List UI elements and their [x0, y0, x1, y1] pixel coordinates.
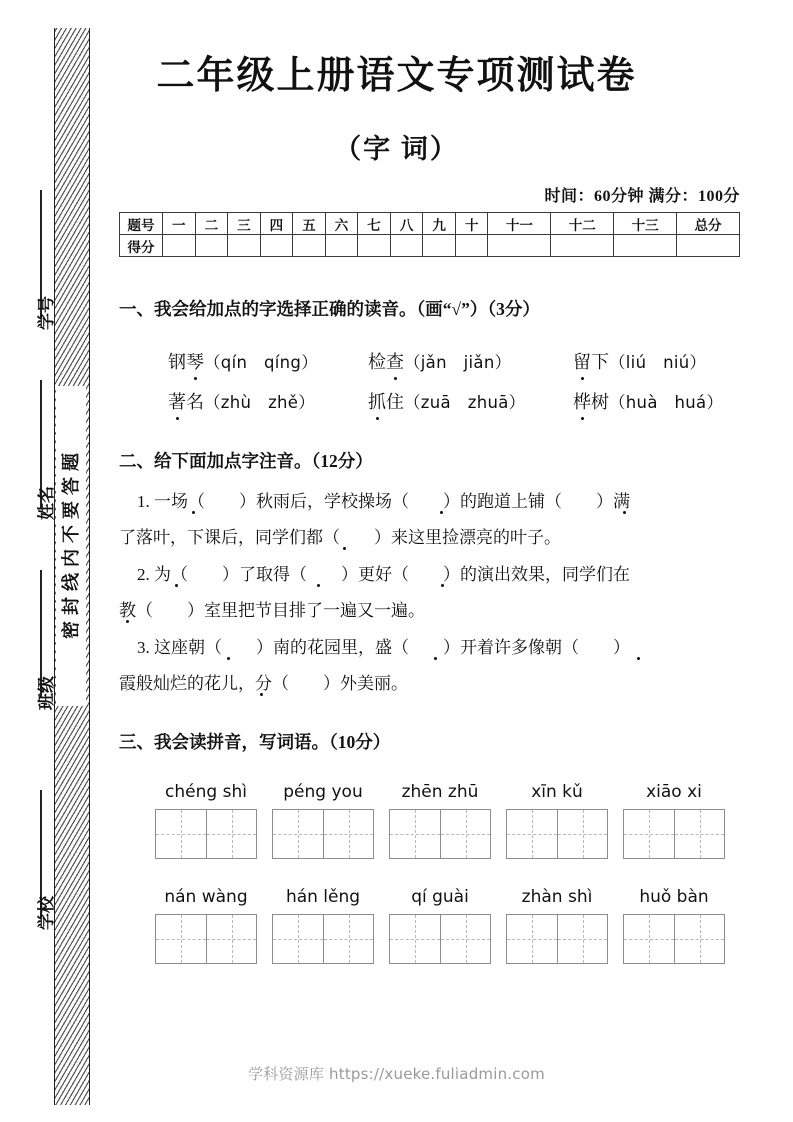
pronunciation-item[interactable] [168, 348, 368, 374]
word-dotted-char: 查 [386, 348, 404, 374]
table-cell-col-2: 二 [195, 213, 228, 235]
exam-meta: 时间：60分钟 满分：100分 [544, 188, 740, 205]
character-grid-box[interactable] [623, 914, 725, 964]
word-suffix: 住 [386, 392, 404, 412]
table-cell-col-8: 八 [390, 213, 423, 235]
dot-marker [192, 511, 195, 514]
section-3-title: 我会读拼音，写词语。 [154, 732, 329, 752]
pinyin-options[interactable]: （jǎn jiǎn） [404, 353, 512, 372]
word-dotted-char: 著 [168, 388, 186, 414]
section-3-points: （10分） [329, 732, 391, 752]
pinyin-label-1-1: chéng shì [165, 782, 247, 802]
dot-marker [637, 657, 640, 660]
score-cell-total[interactable] [677, 235, 740, 257]
pinyin-label-2-1: nán wàng [164, 887, 248, 907]
table-cell-col-7: 七 [358, 213, 391, 235]
pinyin-options[interactable]: （zuā zhuā） [404, 393, 526, 412]
dot-marker [441, 584, 444, 587]
section-1-title: 我会给加点的字选择正确的读音。 [154, 299, 417, 319]
word-dotted-char: 桦 [573, 388, 591, 414]
table-cell-col-13: 十三 [614, 213, 677, 235]
pinyin-label-2-2: hán lěng [285, 887, 361, 907]
section-1-heading [119, 296, 540, 321]
grid-cell[interactable] [323, 810, 373, 858]
pronunciation-item[interactable] [368, 348, 573, 374]
grid-cell[interactable] [624, 915, 674, 963]
score-cell-4[interactable] [260, 235, 293, 257]
table-cell-col-4: 四 [260, 213, 293, 235]
field-label-student-id: 学号 [37, 296, 56, 330]
score-cell-8[interactable] [390, 235, 423, 257]
section-2-q3-line-1[interactable]: 3. 这座朝（ ）南的花园里，盛（ ）开着许多像朝（ ） [137, 638, 630, 657]
grid-cell[interactable] [624, 810, 674, 858]
seal-binding-area [0, 0, 110, 1122]
section-2-title: 给下面加点字注音。 [154, 451, 312, 471]
grid-cell[interactable] [390, 810, 440, 858]
grid-cell[interactable] [440, 810, 490, 858]
dot-marker [260, 693, 263, 696]
pinyin-label-2-5: huǒ bàn [639, 887, 709, 907]
pinyin-label-1-5: xiāo xi [646, 782, 702, 802]
pronunciation-item[interactable] [368, 388, 573, 414]
character-grid-box[interactable] [623, 809, 725, 859]
table-row-question-numbers [120, 213, 740, 235]
character-grid-box[interactable] [272, 914, 374, 964]
table-cell-col-11: 十一 [488, 213, 551, 235]
section-1-instruction: （画“√”） [416, 299, 488, 319]
score-cell-2[interactable] [195, 235, 228, 257]
grid-cell[interactable] [507, 810, 557, 858]
character-grid-box[interactable] [155, 914, 257, 964]
character-grid-box[interactable] [155, 809, 257, 859]
table-cell-col-5: 五 [293, 213, 326, 235]
section-2-q2-line-2[interactable]: 教（ ）室里把节目排了一遍又一遍。 [119, 601, 425, 620]
dot-marker [343, 547, 346, 550]
score-table [119, 212, 740, 257]
seal-char: 线 [61, 573, 81, 591]
section-2-number: 二、 [119, 451, 154, 471]
field-label-student-name: 姓名 [37, 486, 56, 520]
section-2-q1-line-1[interactable]: 1. 一场（ ）秋雨后，学校操场（ ）的跑道上铺（ ）满 [137, 492, 630, 511]
character-grid-box[interactable] [389, 809, 491, 859]
section-1-points: （3分） [487, 299, 540, 319]
seal-char: 封 [61, 597, 81, 615]
score-cell-10[interactable] [455, 235, 488, 257]
row-header-question-number: 题号 [120, 213, 163, 235]
pronunciation-item[interactable] [573, 388, 723, 414]
grid-cell[interactable] [674, 810, 724, 858]
pinyin-label-2-4: zhàn shì [521, 887, 593, 907]
watermark: 学科资源库 https://xueke.fuliadmin.com [248, 1065, 545, 1083]
word-dotted-char: 抓 [368, 388, 386, 414]
section-1-number: 一、 [119, 299, 154, 319]
pinyin-options[interactable]: （huà huá） [609, 393, 724, 412]
pinyin-label-1-3: zhēn zhū [401, 782, 479, 802]
table-cell-col-total: 总分 [677, 213, 740, 235]
character-grid-box[interactable] [506, 914, 608, 964]
pinyin-label-1-4: xīn kǔ [531, 782, 583, 802]
word-dotted-char: 琴 [186, 348, 204, 374]
score-cell-3[interactable] [228, 235, 261, 257]
pinyin-label-2-3: qí guài [411, 887, 469, 907]
score-cell-6[interactable] [325, 235, 358, 257]
seal-char: 不 [61, 525, 81, 543]
pinyin-label-1-2: péng you [283, 782, 363, 802]
pronunciation-item[interactable] [168, 388, 368, 414]
score-cell-9[interactable] [423, 235, 456, 257]
grid-cell[interactable] [507, 915, 557, 963]
word-dotted-char: 留 [573, 348, 591, 374]
grid-cell[interactable] [323, 915, 373, 963]
dot-marker [440, 511, 443, 514]
grid-cell[interactable] [440, 915, 490, 963]
grid-cell[interactable] [206, 810, 256, 858]
score-cell-13[interactable] [614, 235, 677, 257]
dot-marker [126, 620, 129, 623]
table-cell-col-6: 六 [325, 213, 358, 235]
page-title: 二年级上册语文专项测试卷 [156, 55, 637, 97]
pronunciation-row-2 [168, 388, 768, 414]
pinyin-options[interactable]: （qín qíng） [204, 353, 319, 372]
grid-cell[interactable] [156, 915, 206, 963]
word-prefix: 钢 [168, 352, 186, 372]
grid-cell[interactable] [390, 915, 440, 963]
row-header-score: 得分 [120, 235, 163, 257]
dot-marker [227, 657, 230, 660]
dot-marker [623, 511, 626, 514]
grid-cell[interactable] [273, 810, 323, 858]
dot-marker [434, 657, 437, 660]
character-grid-box[interactable] [272, 809, 374, 859]
dot-marker [175, 584, 178, 587]
section-3-heading [119, 729, 390, 754]
table-cell-col-3: 三 [228, 213, 261, 235]
score-cell-5[interactable] [293, 235, 326, 257]
pronunciation-row-1 [168, 348, 768, 374]
character-grid-box[interactable] [389, 914, 491, 964]
table-cell-col-10: 十 [455, 213, 488, 235]
section-2-q3-line-2[interactable]: 霞般灿烂的花儿，分（ ）外美丽。 [119, 674, 408, 693]
score-cell-1[interactable] [163, 235, 196, 257]
section-2-q1-line-2[interactable]: 了落叶，下课后，同学们都（ ）来这里捡漂亮的叶子。 [119, 528, 561, 547]
seal-char: 内 [61, 549, 81, 567]
table-cell-col-9: 九 [423, 213, 456, 235]
grid-cell[interactable] [557, 915, 607, 963]
score-cell-7[interactable] [358, 235, 391, 257]
table-cell-col-1: 一 [163, 213, 196, 235]
word-suffix: 树 [591, 392, 609, 412]
seal-vertical-text [56, 386, 86, 706]
grid-cell[interactable] [273, 915, 323, 963]
score-cell-12[interactable] [551, 235, 614, 257]
pinyin-options[interactable]: （liú niú） [609, 353, 707, 372]
seal-char: 题 [61, 453, 81, 471]
grid-cell[interactable] [156, 810, 206, 858]
word-suffix: 名 [186, 392, 204, 412]
field-label-class: 班级 [37, 676, 56, 710]
grid-cell[interactable] [674, 915, 724, 963]
table-cell-col-12: 十二 [551, 213, 614, 235]
character-grid-box[interactable] [506, 809, 608, 859]
pinyin-options[interactable]: （zhù zhě） [204, 393, 316, 412]
grid-cell[interactable] [557, 810, 607, 858]
pronunciation-item[interactable] [573, 348, 706, 374]
section-3-number: 三、 [119, 732, 154, 752]
section-2-heading [119, 448, 373, 473]
page-subtitle: （字 词） [334, 134, 459, 164]
seal-char: 要 [61, 501, 81, 519]
dot-marker [317, 584, 320, 587]
section-2-points: （12分） [311, 451, 373, 471]
field-label-school: 学校 [37, 896, 56, 930]
section-2-q2-line-1[interactable]: 2. 为（ ）了取得（ ）更好（ ）的演出效果，同学们在 [137, 565, 630, 584]
table-row-scores [120, 235, 740, 257]
grid-cell[interactable] [206, 915, 256, 963]
score-cell-11[interactable] [488, 235, 551, 257]
word-suffix: 下 [591, 352, 609, 372]
seal-char: 密 [61, 621, 81, 639]
word-prefix: 检 [368, 352, 386, 372]
seal-char: 答 [61, 477, 81, 495]
